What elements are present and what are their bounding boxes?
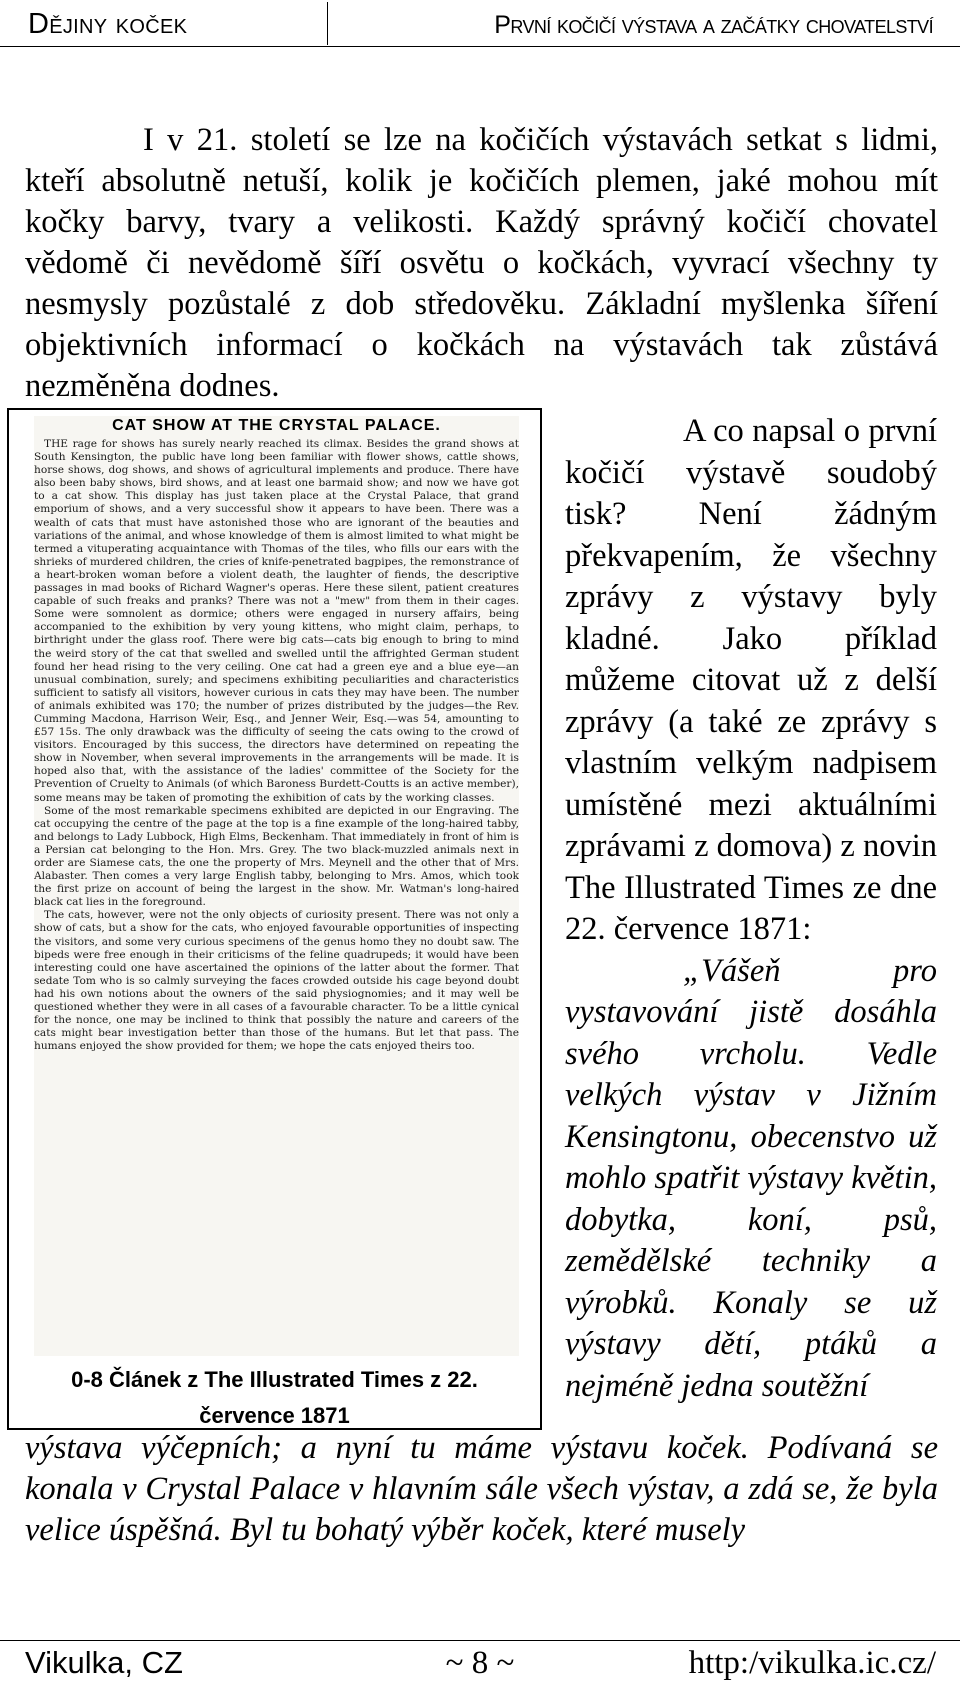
header-book-title: Dějiny koček (2, 2, 328, 45)
figure-caption-line: července 1871 (199, 1403, 350, 1428)
clipping-paragraph: THE rage for shows has surely nearly reached its climax. Besides the grand shows at South Kensington, the public have long been familiar with flower shows, cattle shows, horse shows, dog shows, and shows of agricultural implements and produce. There have also been baby shows, bird shows, and at least one barmaid show; and now we have got to a cat show. This display has just taken place at the Crystal Palace, that grand emporium of shows, and a very successful show it appears to have been. There was a wealth of cats that must have astonished those who are ignorant of the beauties and variations of the animal, and whose knowledge of them is almost limited to what might be termed a vituperating acquaintance with Thomas of the tiles, who fills our ears with the shrieks of murdered children, the cries of knife-penetrated bagpipes, the remonstrance of a heart-broken woman before a violent death, the laughter of fiends, the descriptive passages in mad books of Richard Wagner's operas. Here these silent, patient creatures capable of such freaks and pranks? There was not a "mew" from them in their cages. Some were somnolent as dormice; others were engaged in nursery affairs, being accompanied to the exhibition by very young kittens, who might claim, perhaps, to birthright under the glass roof. There were big cats—cats big enough to bring to mind the weird story of the cat that swelled and swelled until the affrighted German student found her head rising to the very ceiling. One cat had a green eye and a blue eye—an unusual combination, surely; and specimens exhibiting peculiarities and characteristics sufficient to satisfy all visitors, however curious in cats they may have been. The number of animals exhibited was 170; the number of prizes distributed by the judges—the Rev. Cumming Macdona, Harrison Weir, Esq., and Jenner Weir, Esq.—was 54, amounting to £57 15s. The only drawback was the difficulty of seeing the cats owing to the crowd of visitors. Encouraged by this success, the directors have determined on repeating the show in November, when several improvements in the arrangements will be made. It is hoped also that, with the assistance of the ladies' committee of the Society for the Prevention of Cruelty to Animals (of which Baroness Burdett-Coutts is an active member), some means may be taken of promoting the exhibition of cats by the working classes. (34, 438, 519, 804)
intro-paragraph: I v 21. století se lze na kočičích výstavách setkat s lidmi, kteří absolutně netuší, kolik je kočičích plemen, jaké mohou mít kočky barvy, tvary a velikosti. Každý správný kočičí chovatel vědomě či nevědomě šíří osvětu o kočkách, vyvrací všechny ty nesmysly pozůstalé z dob středověku. Základní myšlenka šíření objektivních informací o kočkách na výstavách tak zůstává nezměněna dodnes. (25, 122, 938, 404)
page-header (0, 0, 960, 47)
quote-continuation: výstava výčepních; a nyní tu máme výstavu koček. Podívaná se konala v Crystal Palace v hlavním sále všech výstav, a zdá se, že byla velice úspěšná. Byl tu bohatý výběr koček, které musely (25, 1430, 938, 1548)
footer-author: Vikulka, CZ (25, 1645, 183, 1680)
page-number: ~ 8 ~ (445, 1645, 515, 1681)
clipping-title: CAT SHOW AT THE CRYSTAL PALACE. (112, 417, 441, 434)
page-footer (0, 1640, 960, 1687)
header-chapter-title: První kočičí výstava a začátky chovatelství (494, 11, 933, 39)
clipping-paragraph: The cats, however, were not the only objects of curiosity present. There was not only a show of cats, but a show for the cats, who enjoyed favourable opportunities of inspecting the visitors, and some very curious specimens of the genus homo they no doubt saw. The bipeds were free enough in their criticisms of the feline quadrupeds; it would have been interesting could one have ascertained the opinions of the latter about the former. That sedate Tom who is so calmly surveying the faces crowded outside his cage beyond doubt had his own notions about the owners of the said physiognomies; and it may well be questioned whether they were in all cases of a favourable character. To be a little cynical for the nonce, one may be inclined to think that possibly the nature and careers of the cats might bear investigation better than those of the humans. But let that pass. The humans enjoyed the show provided for them; we hope the cats enjoyed theirs too. (34, 909, 519, 1053)
footer-url[interactable]: http:/vikulka.ic.cz/ (688, 1645, 936, 1681)
clipping-paragraph: Some of the most remarkable specimens exhibited are depicted in our Engraving. The cat occupying the centre of the page at the top is a fine example of the long-haired tabby, and belongs to Lady Lubbock, High Elms, Beckenham. That immediately in front of him is a Persian cat belonging to the Hon. Mrs. Grey. The two black-muzzled animals next in order are Siamese cats, the one the property of Mrs. Meynell and the other that of Mrs. Alabaster. Then comes a very large English tabby, belonging to Mrs. Amos, which took the first prize on account of being the largest in the show. Mr. Watman's long-haired black cat lies in the foreground. (34, 804, 519, 909)
side-column-text (565, 411, 937, 1407)
clipping-image (34, 416, 519, 1356)
side-paragraph: A co napsal o první kočičí výstavě soudobý tisk? Není žádným překvapením, že všechny zprávy z výstavy byly kladné. Jako příklad můžeme citovat už z delší zprávy (a také ze zprávy s vlastním velkým nadpisem umístěné mezi aktuálními zprávami z domova) z novin The Illustrated Times ze dne 22. července 1871: (565, 413, 937, 947)
quote-start: „Vášeň pro vystavování jistě dosáhla svého vrcholu. Vedle velkých výstav v Jižním Kensingtonu, obecenstvo už mohlo spatřit výstavy květin, dobytka, koní, psů, zemědělské techniky a výrobků. Konaly se už výstavy dětí, ptáků a nejméně jedna soutěžní (565, 952, 937, 1404)
figure-newspaper-clipping (7, 408, 542, 1430)
figure-caption-line: 0-8 Článek z The Illustrated Times z 22. (71, 1367, 478, 1392)
figure-caption (9, 1362, 540, 1434)
